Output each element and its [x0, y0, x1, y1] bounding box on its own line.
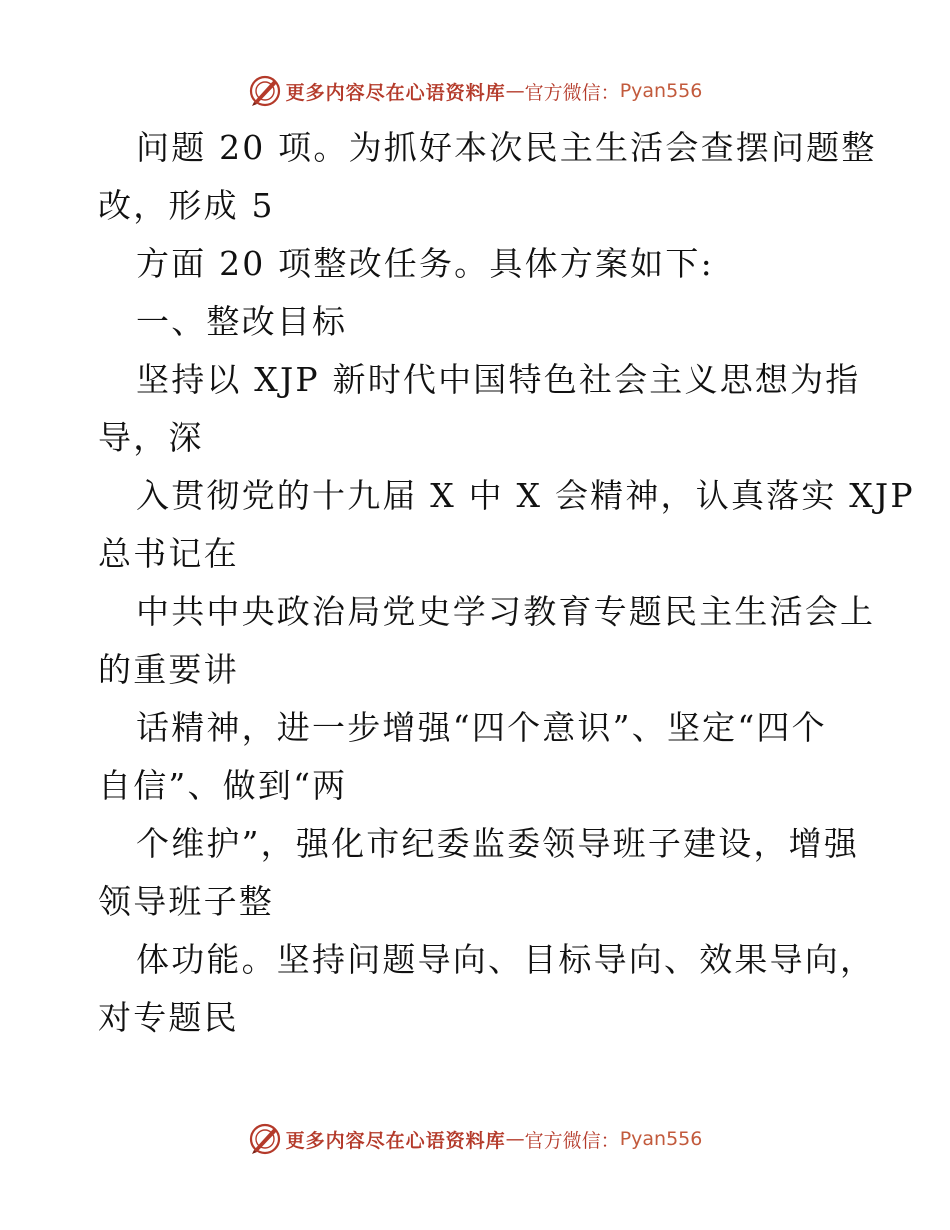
- text-line: 中共中央政治局党史学习教育专题民主生活会上: [136, 592, 876, 631]
- text-line: 体功能。坚持问题导向、目标导向、效果导向，: [136, 940, 876, 979]
- section-heading: 一、整改目标: [136, 302, 348, 341]
- header-wechat-id: Pyan556: [619, 80, 703, 102]
- footer-watermark-banner: [0, 1119, 950, 1159]
- pen-logo-icon: [248, 74, 282, 108]
- text-line: 话精神，进一步增强“四个意识”、坚定“四个: [136, 708, 827, 747]
- text-line: 问题 20 项。为抓好本次民主生活会查摆问题整: [136, 128, 877, 167]
- text-line: 方面 20 项整改任务。具体方案如下:: [136, 244, 714, 283]
- pen-logo-icon: [248, 1122, 282, 1156]
- text-line: 领导班子整: [98, 882, 274, 921]
- text-line: 入贯彻党的十九届 X 中 X 会精神，认真落实 XJP: [136, 476, 915, 515]
- header-banner-separator: —: [505, 80, 525, 102]
- footer-wechat-label: 官方微信：: [524, 1129, 620, 1152]
- text-line: 对专题民: [98, 998, 239, 1037]
- header-banner-text: 更多内容尽在心语资料库: [285, 81, 506, 104]
- text-line: 自信”、做到“两: [98, 766, 348, 805]
- document-body: [98, 126, 915, 1054]
- text-line: 改，形成 5: [98, 186, 275, 225]
- header-wechat-label: 官方微信：: [524, 81, 620, 104]
- text-line: 坚持以 XJP 新时代中国特色社会主义思想为指: [136, 360, 861, 399]
- text-line: 总书记在: [98, 534, 239, 573]
- text-line: 导，深: [98, 418, 204, 457]
- footer-banner-separator: —: [505, 1128, 525, 1150]
- footer-banner-text: 更多内容尽在心语资料库: [285, 1129, 506, 1152]
- text-line: 个维护”，强化市纪委监委领导班子建设，增强: [136, 824, 860, 863]
- text-line: 的重要讲: [98, 650, 239, 689]
- header-watermark-banner: [0, 71, 950, 111]
- footer-wechat-id: Pyan556: [619, 1128, 703, 1150]
